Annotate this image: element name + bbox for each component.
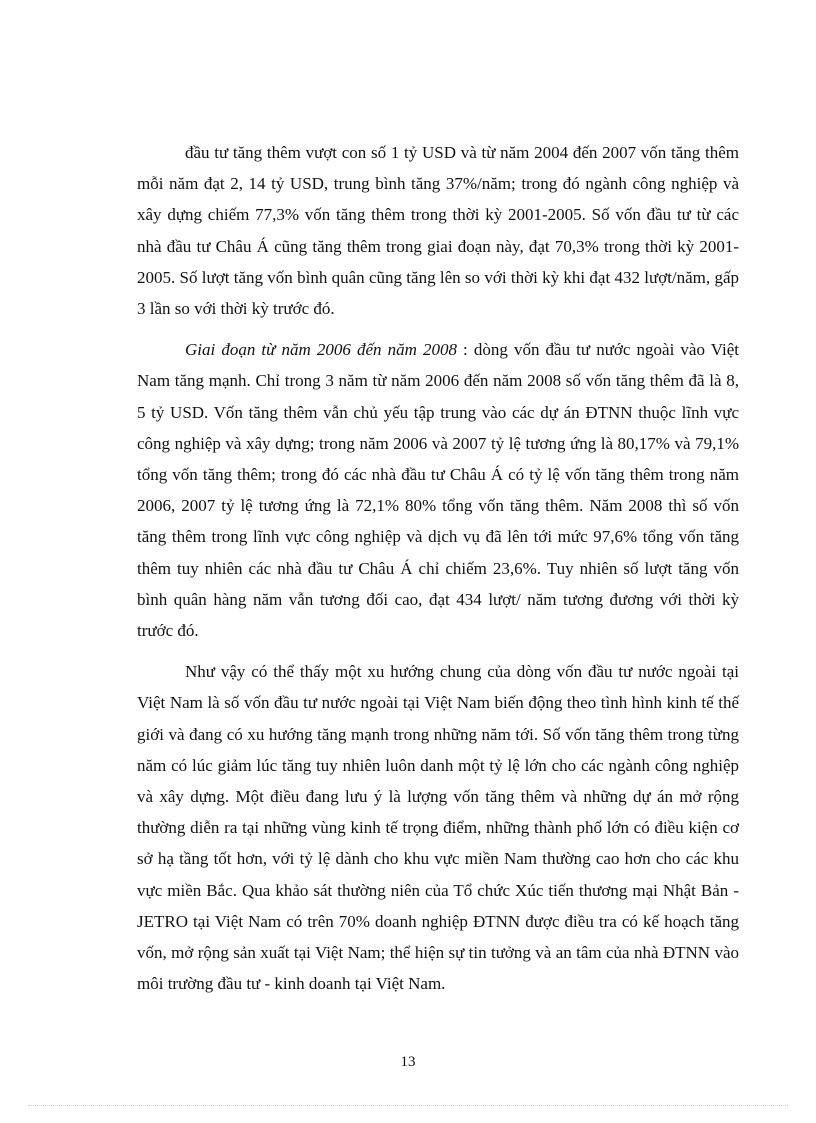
paragraph-1-text: đầu tư tăng thêm vượt con số 1 tỷ USD và từ năm 2004 đến 2007 vốn tăng thêm mỗi năm đạt 2, 14 tỷ USD, trung bình tăng 37%/năm; trong đó ngành công nghiệp và xây dựng chiếm 77,3% vốn tăng thêm trong thời kỳ 2001-2005. Số vốn đầu tư từ các nhà đầu tư Châu Á cũng tăng thêm trong giai đoạn này, đạt 70,3% trong thời kỳ 2001-2005. Số lượt tăng vốn bình quân cũng tăng lên so với thời kỳ khi đạt 432 lượt/năm, gấp 3 lần so với thời kỳ trước đó. [137,143,739,319]
paragraph-2-italic-lead: Giai đoạn từ năm 2006 đến năm 2008 [185,340,457,360]
footer-divider [28,1105,788,1106]
paragraph-3-text: Như vậy có thể thấy một xu hướng chung của dòng vốn đầu tư nước ngoài tại Việt Nam là số vốn đầu tư nước ngoài tại Việt Nam biến động theo tình hình kinh tế thế giới và đang có xu hướng tăng mạnh trong những năm tới. Số vốn tăng thêm trong từng năm có lúc giảm lúc tăng tuy nhiên luôn danh một tỷ lệ lớn cho các ngành công nghiệp và xây dựng. Một điều đang lưu ý là lượng vốn tăng thêm và những dự án mở rộng thường diễn ra tại những vùng kinh tế trọng điểm, những thành phố lớn có điều kiện cơ sở hạ tầng tốt hơn, với tỷ lệ dành cho khu vực miền Nam thường cao hơn cho các khu vực miền Bắc. Qua khảo sát thường niên của Tổ chức Xúc tiến thương mại Nhật Bản -JETRO tại Việt Nam có trên 70% doanh nghiệp ĐTNN được điều tra có kế hoạch tăng vốn, mở rộng sản xuất tại Việt Nam; thể hiện sự tin tưởng và an tâm của nhà ĐTNN vào môi trường đầu tư - kinh doanh tại Việt Nam. [137,662,739,994]
body-text [137,137,739,1009]
paragraph-3 [137,656,739,999]
paragraph-1 [137,137,739,324]
paragraph-2 [137,334,739,646]
page-number: 13 [400,1054,416,1070]
paragraph-2-text: : dòng vốn đầu tư nước ngoài vào Việt Nam tăng mạnh. Chỉ trong 3 năm từ năm 2006 đến năm 2008 số vốn tăng thêm đã là 8, 5 tỷ USD. Vốn tăng thêm vẫn chủ yếu tập trung vào các dự án ĐTNN thuộc lĩnh vực công nghiệp và xây dựng; trong năm 2006 và 2007 tỷ lệ tương ứng là 80,17% và 79,1% tổng vốn tăng thêm; trong đó các nhà đầu tư Châu Á có tỷ lệ vốn tăng thêm trong năm 2006, 2007 tỷ lệ tương ứng là 72,1% 80% tổng vốn tăng thêm. Năm 2008 thì số vốn tăng thêm trong lĩnh vực công nghiệp và dịch vụ đã lên tới mức 97,6% tổng vốn tăng thêm tuy nhiên các nhà đầu tư Châu Á chỉ chiếm 23,6%. Tuy nhiên số lượt tăng vốn bình quân hàng năm vẫn tương đối cao, đạt 434 lượt/ năm tương đương với thời kỳ trước đó. [137,340,739,641]
